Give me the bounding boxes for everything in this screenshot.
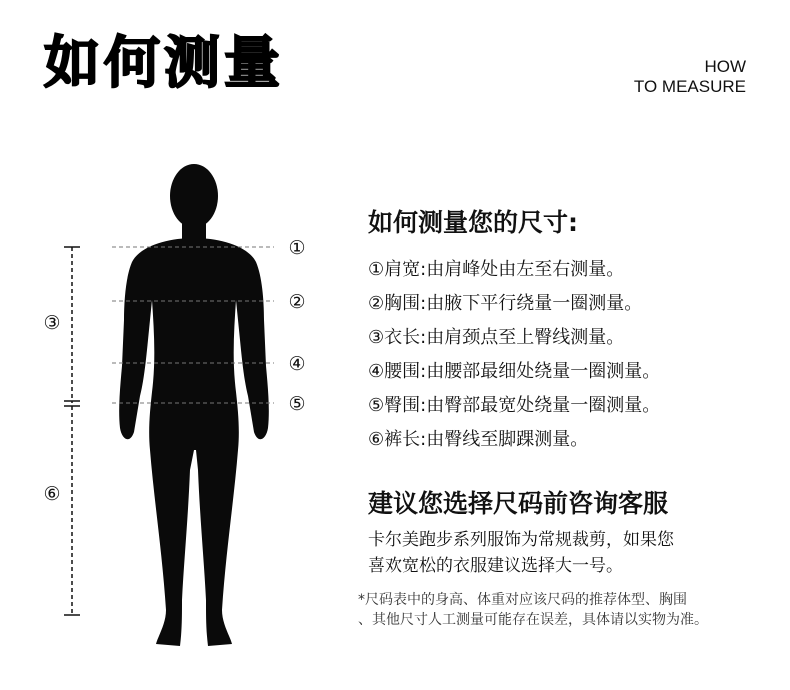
marker-6: ⑥ [43,483,61,505]
step-length: ③衣长:由肩颈点至上臀线测量。 [368,327,625,348]
marker-3: ③ [43,312,61,334]
step-waist: ④腰围:由腰部最细处绕量一圈测量。 [368,361,661,382]
page-title: 如何测量 [44,31,284,96]
how-label-line1: HOW [704,57,746,76]
step-chest: ②胸围:由腋下平行绕量一圈测量。 [368,293,643,314]
step-hip: ⑤臀围:由臀部最宽处绕量一圈测量。 [368,395,661,416]
marker-4: ④ [288,353,306,375]
marker-1: ① [288,237,306,259]
marker-5: ⑤ [288,393,306,415]
instructions-title: 如何测量您的尺寸: [368,208,578,237]
human-silhouette-icon [119,164,269,646]
steps-list [368,253,768,457]
note-line2: 、其他尺寸人工测量可能存在误差，具体请以实物为准。 [358,612,708,628]
how-label-line2: TO MEASURE [633,77,746,96]
body-measurement-figure [0,0,360,690]
advice-title: 建议您选择尺码前咨询客服 [368,489,669,518]
advice-text [368,527,748,579]
note-line1: *尺码表中的身高、体重对应该尺码的推荐体型、胸围 [358,592,687,608]
step-pants-length: ⑥裤长:由臀线至脚踝测量。 [368,429,589,450]
measurement-instructions [368,203,768,457]
advice-line2: 喜欢宽松的衣服建议选择大一号。 [368,556,623,576]
marker-2: ② [288,291,306,313]
advice-line1: 卡尔美跑步系列服饰为常规裁剪，如果您 [368,530,674,550]
size-note [358,590,768,630]
step-shoulder: ①肩宽:由肩峰处由左至右测量。 [368,259,625,280]
how-to-measure-label [634,57,746,97]
